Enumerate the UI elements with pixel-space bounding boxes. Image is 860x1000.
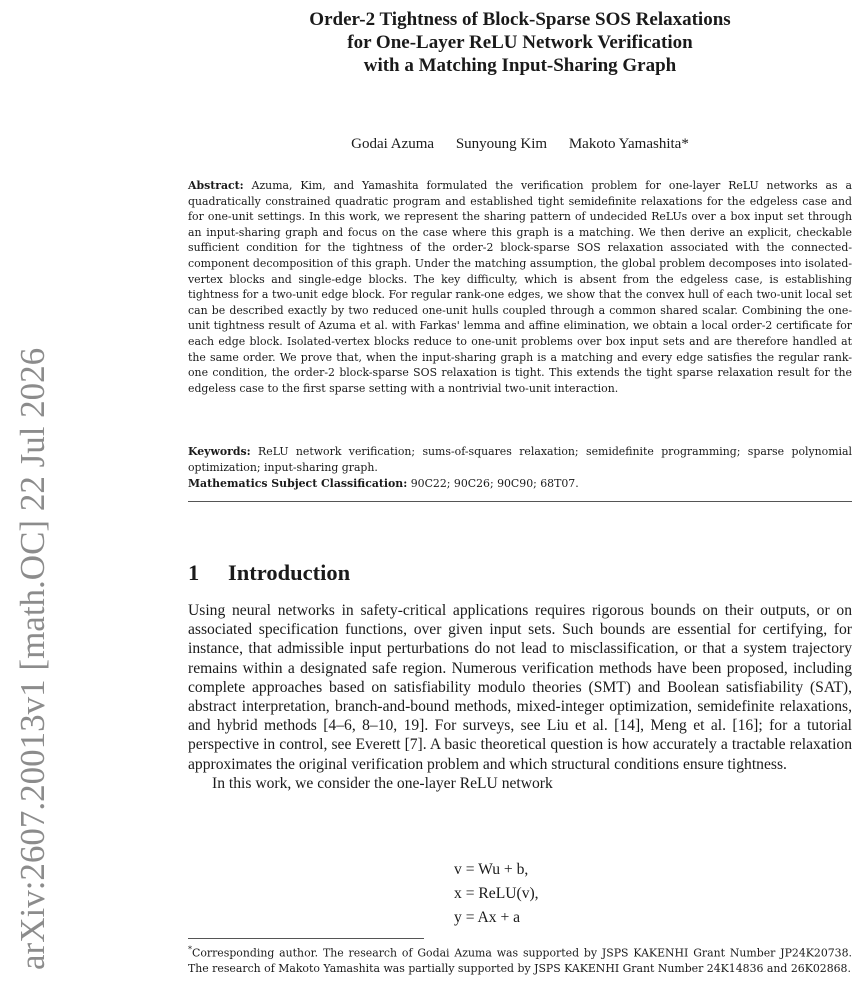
msc-label: Mathematics Subject Classification: [188,477,408,490]
section-heading [188,560,350,586]
intro-paragraph-1: Using neural networks in safety-critical applications requires rigorous bounds on their outputs, or on associated specification functions, over given input sets. Such bounds are essential for certifying, for instance, that admissible input perturbations do not lead to misclassification, or that a system trajectory remains within a designated safe region. Numerous verification methods have been proposed, including complete approaches based on satisfiability modulo theories (SMT) and Boolean satisfiability (SAT), abstract interpretation, branch-and-bound methods, mixed-integer optimization, semidefinite relaxations, and hybrid methods [4–6, 8–10, 19]. For surveys, see Liu et al. [14], Meng et al. [16]; for a tutorial perspective in control, see Everett [7]. A basic theoretical question is how accurately a tractable relaxation approximates the original verification problem and which structural conditions ensure tightness. [188,602,852,773]
network-equations [454,858,539,930]
footnote-divider [188,938,424,939]
keywords [188,444,852,475]
section-title-text: Introduction [228,560,351,585]
author-2: Sunyoung Kim [455,136,548,152]
author-1: Godai Azuma [351,136,435,152]
equation-1: v = Wu + b, [454,861,529,878]
introduction-body [188,601,852,793]
abstract-label: Abstract: [188,179,244,192]
msc-classification [188,476,852,492]
paper-title [188,8,852,77]
abstract-divider [188,501,852,502]
title-line-1: Order-2 Tightness of Block-Sparse SOS Relaxations [309,9,731,30]
keywords-text: ReLU network verification; sums-of-squares relaxation; semidefinite programming; sparse polynomial optimization; input-sharing graph. [188,445,853,474]
title-line-3: with a Matching Input-Sharing Graph [363,55,677,76]
msc-text: 90C22; 90C26; 90C90; 68T07. [410,477,579,490]
arxiv-identifier-text: arXiv:2607.20013v1 [math.OC] 22 Jul 2026 [13,347,52,970]
author-3: Makoto Yamashita* [568,136,689,152]
footnote-mark: * [188,945,192,954]
equation-3: y = Ax + a [454,909,521,926]
intro-paragraph-2: In this work, we consider the one-layer ReLU network [212,774,553,792]
author-list [188,136,852,153]
abstract [188,178,852,396]
footnote [188,942,852,976]
arxiv-identifier-stamp [2,300,62,980]
title-line-2: for One-Layer ReLU Network Verification [347,32,693,53]
equation-2: x = ReLU(v), [454,885,539,902]
abstract-text: Azuma, Kim, and Yamashita formulated the verification problem for one-layer ReLU networks as a quadratically constrained quadratic program and established tight semidefinite relaxations for the edgeless case and for one-unit settings. In this work, we represent the sharing pattern of undecided ReLUs over a box input set through an input-sharing graph and focus on the case where this graph is a matching. We then derive an explicit, checkable sufficient condition for the tightness of the order-2 block-sparse SOS relaxation associated with the connected-component decomposition of this graph. Under the matching assumption, the global problem decomposes into isolated-vertex blocks and single-edge blocks. The key difficulty, which is absent from the edgeless case, is establishing tightness for a two-unit edge block. For regular rank-one edges, we show that the convex hull of each two-unit local set can be described exactly by two reduced one-unit hulls coupled through a common shared scalar. Combining the one-unit tightness result of Azuma et al. with Farkas' lemma and affine elimination, we obtain a local order-2 certificate for each edge block. Isolated-vertex blocks reduce to one-unit problems over box input sets and are therefore handled at the same order. We prove that, when the input-sharing graph is a matching and every edge satisfies the regular rank-one condition, the order-2 block-sparse SOS relaxation is tight. This extends the tight sparse relaxation result for the edgeless case to the first sparse setting with a nontrivial two-unit interaction. [188,179,852,395]
footnote-text: Corresponding author. The research of Godai Azuma was supported by JSPS KAKENHI Grant Number JP24K20738. The research of Makoto Yamashita was partially supported by JSPS KAKENHI Grant Number 24K14836 and 26K02868. [188,946,852,975]
section-number: 1 [188,560,200,585]
keywords-label: Keywords: [188,445,251,458]
